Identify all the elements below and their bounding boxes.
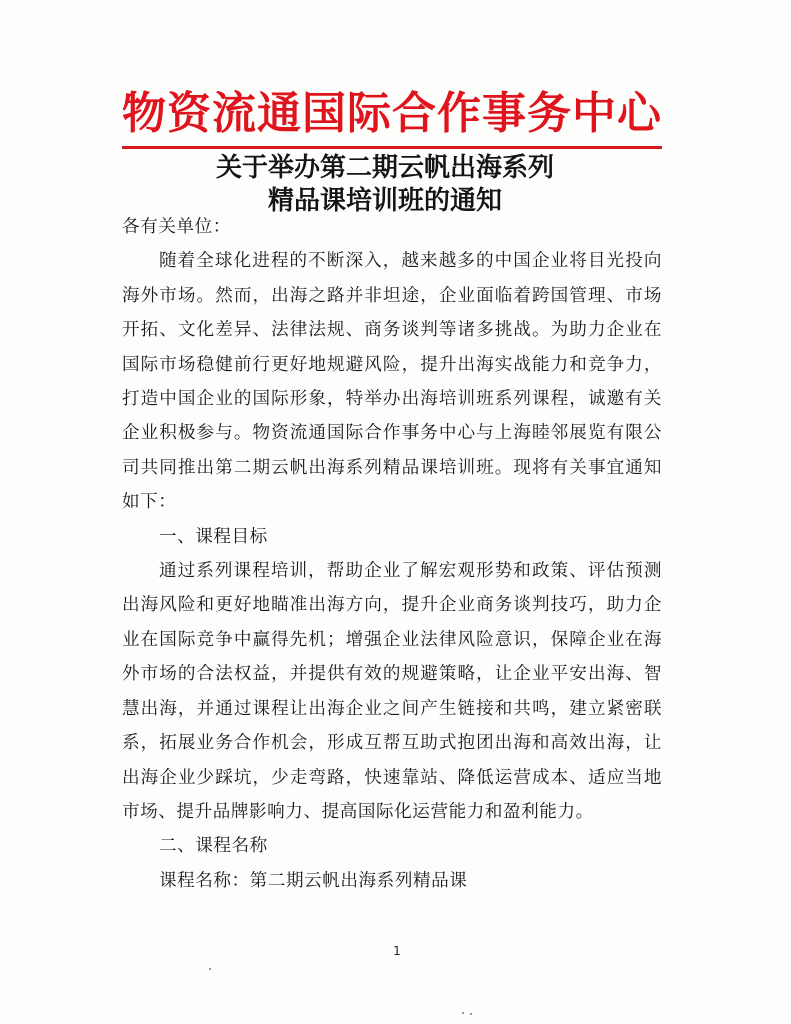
scan-speck xyxy=(462,1012,464,1014)
document-body xyxy=(122,210,662,898)
document-title-line-2: 精品课培训班的通知 xyxy=(267,186,502,216)
salutation: 各有关单位： xyxy=(122,217,231,237)
intro-paragraph: 随着全球化进程的不断深入，越来越多的中国企业将目光投向海外市场。然而，出海之路并非坦途，企业面临着跨国管理、市场开拓、文化差异、法律法规、商务谈判等诸多挑战。为助力企业在国际市场稳健前行更好地规避风险，提升出海实战能力和竞争力，打造中国企业的国际形象，特举办出海培训班系列课程，诚邀有关企业积极参与。物资流通国际合作事务中心与上海睦邻展览有限公司共同推出第二期云帆出海系列精品课培训班。现将有关事宜通知如下： xyxy=(122,251,662,513)
section-heading-course-name: 二、课程名称 xyxy=(158,836,268,857)
page-number: 1 xyxy=(393,944,401,958)
scan-speck xyxy=(470,1013,472,1015)
scan-speck xyxy=(209,968,211,970)
organization-header: 物资流通国际合作事务中心 xyxy=(122,88,662,139)
document-title xyxy=(150,152,620,218)
document-title-line-1: 关于举办第二期云帆出海系列 xyxy=(215,153,554,183)
section-heading-objectives: 一、课程目标 xyxy=(158,526,268,547)
course-name-paragraph: 课程名称：第二期云帆出海系列精品课 xyxy=(158,870,468,891)
objectives-paragraph: 通过系列课程培训，帮助企业了解宏观形势和政策、评估预测出海风险和更好地瞄准出海方向，提升企业商务谈判技巧，助力企业在国际竞争中赢得先机；增强企业法律风险意识，保障企业在海外市场的合法权益，并提供有效的规避策略，让企业平安出海、智慧出海，并通过课程让出海企业之间产生链接和共鸣，建立紧密联系，拓展业务合作机会，形成互帮互助式抱团出海和高效出海，让出海企业少踩坑，少走弯路，快速靠站、降低运营成本、适应当地市场、提升品牌影响力、提高国际化运营能力和盈利能力。 xyxy=(122,561,662,822)
red-header-rule xyxy=(122,146,662,149)
